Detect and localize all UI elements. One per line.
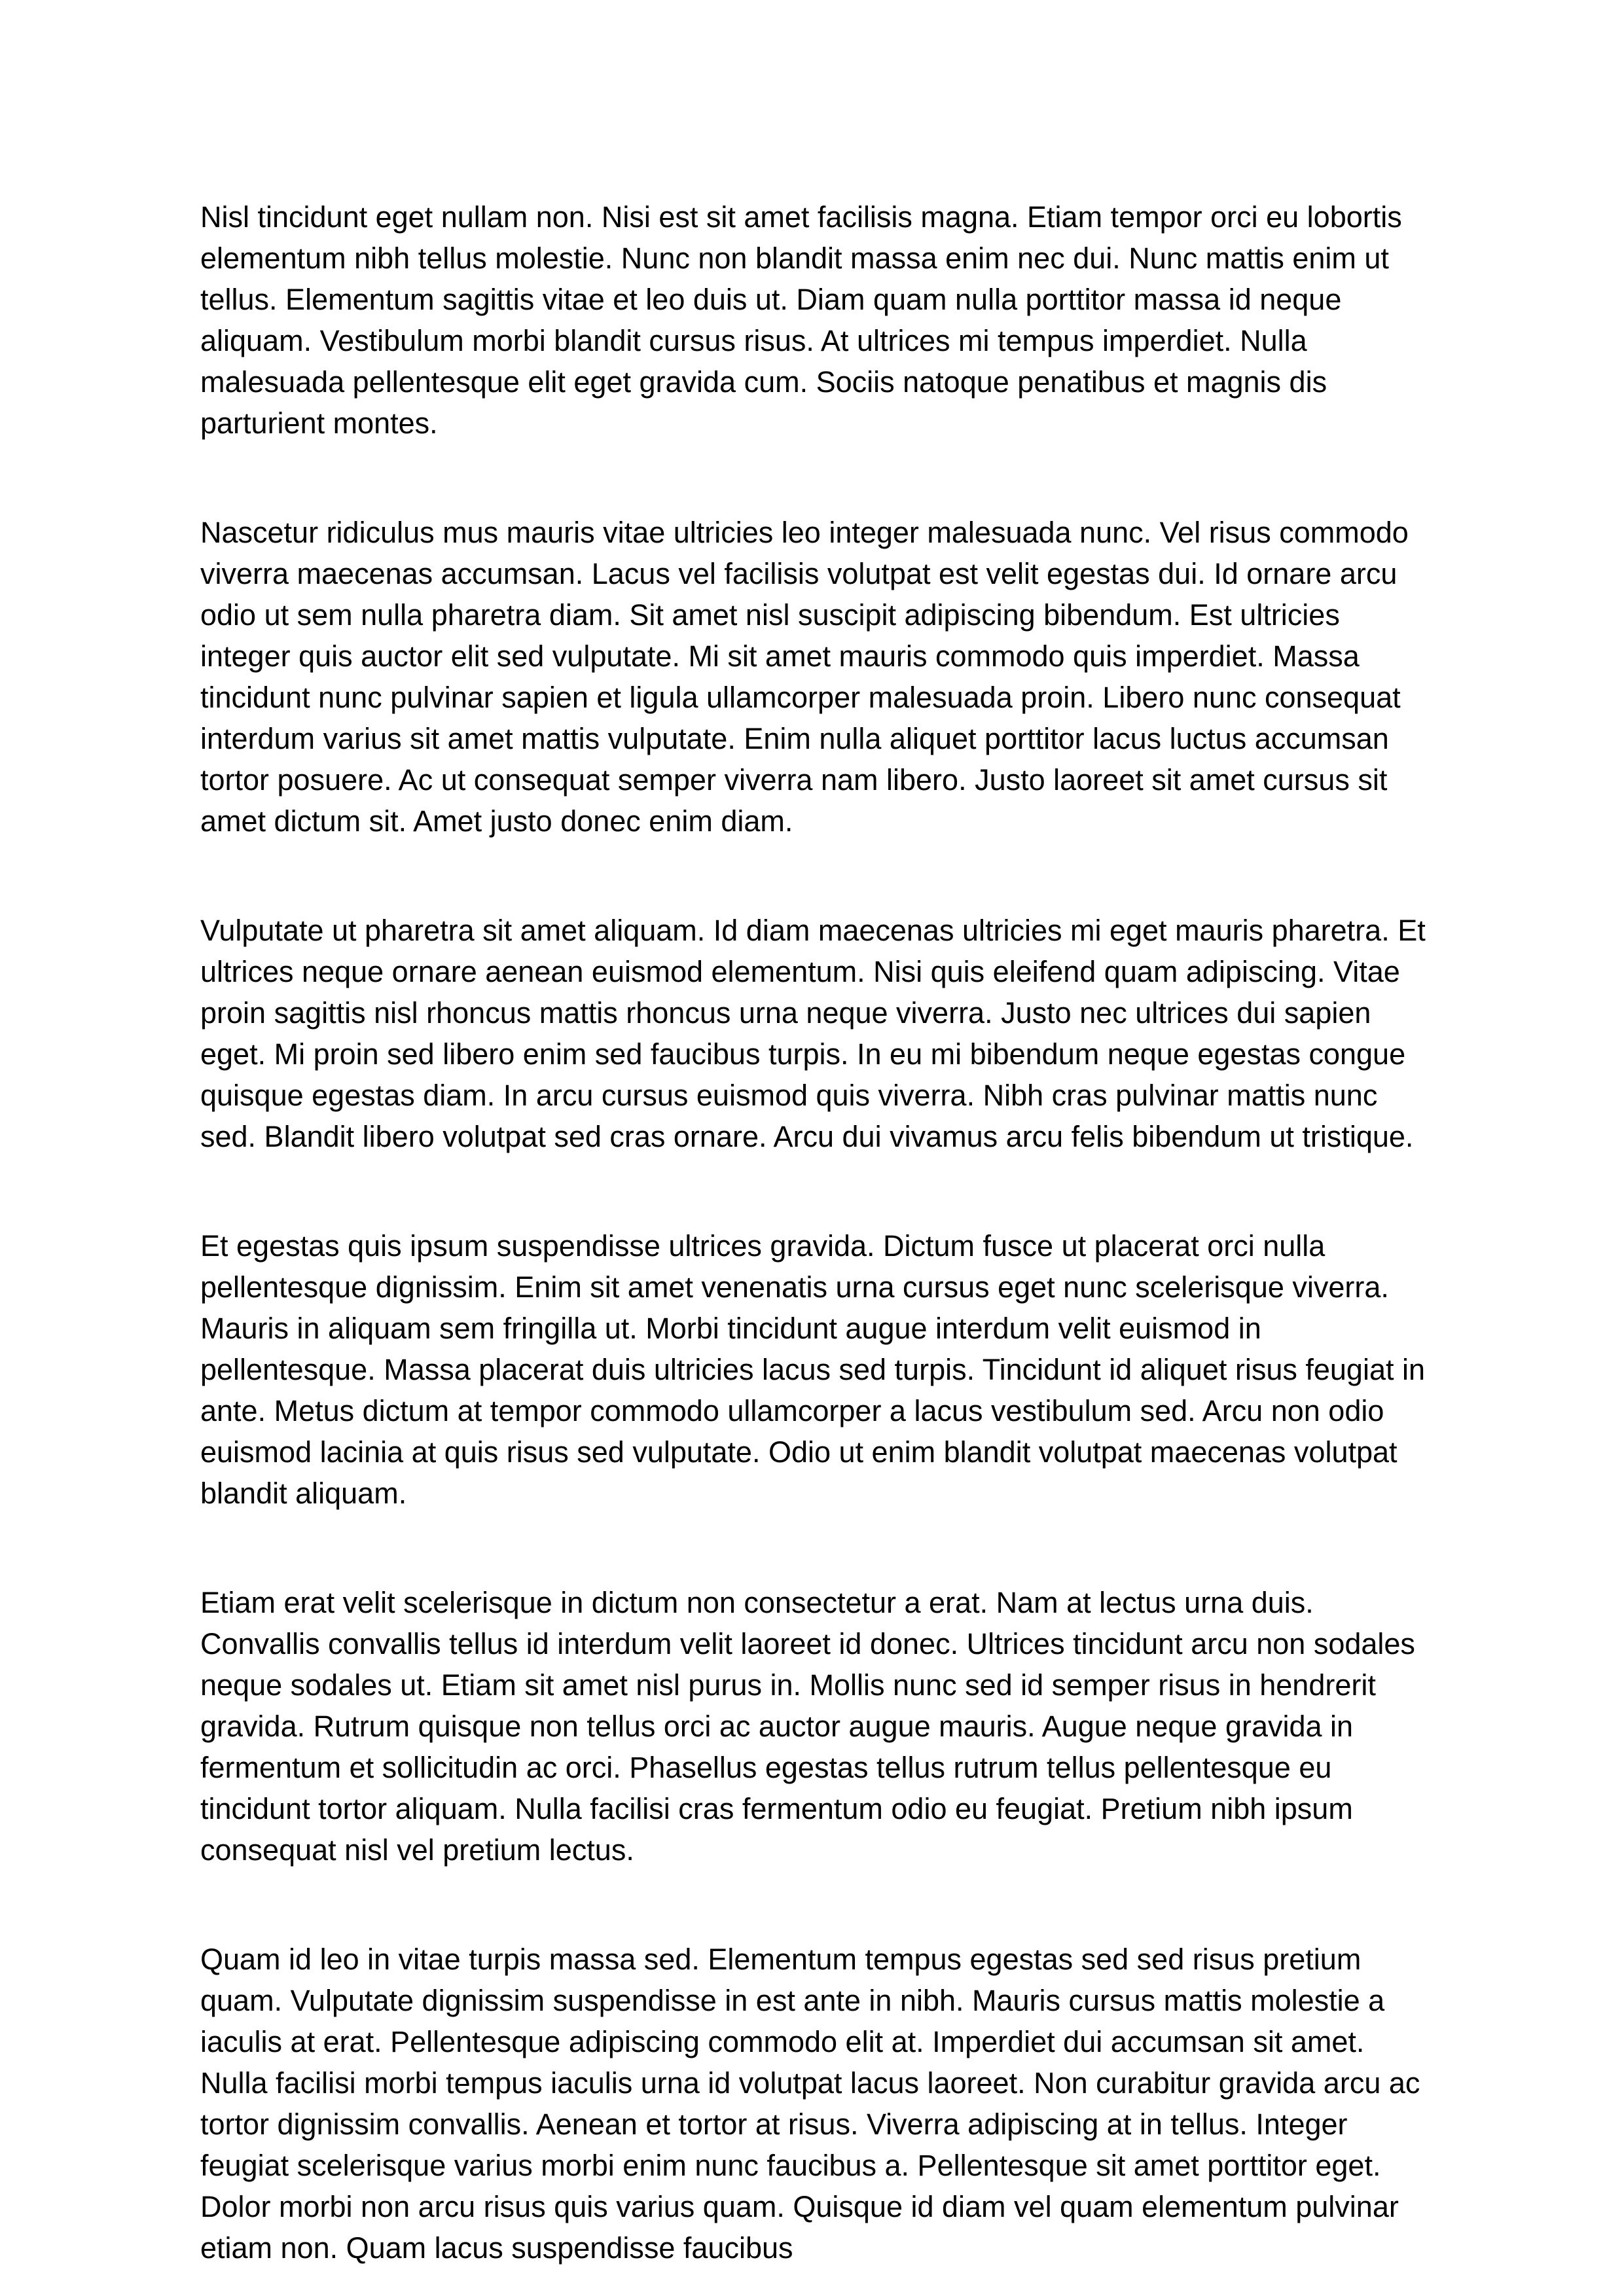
paragraph-3: Vulputate ut pharetra sit amet aliquam. Id diam maecenas ultricies mi eget mauris pharetra. Et ultrices neque ornare aenean euismod elementum. Nisi quis eleifend quam adipiscing. Vitae proin sagittis nisl rhoncus mattis rhoncus urna neque viverra. Justo nec ultrices dui sapien eget. Mi proin sed libero enim sed faucibus turpis. In eu mi bibendum neque egestas congue quisque egestas diam. In arcu cursus euismod quis viverra. Nibh cras pulvinar mattis nunc sed. Blandit libero volutpat sed cras ornare. Arcu dui vivamus arcu felis bibendum ut tristique. <box>200 914 1426 1153</box>
paragraph-4: Et egestas quis ipsum suspendisse ultrices gravida. Dictum fusce ut placerat orci nulla pellentesque dignissim. Enim sit amet venenatis urna cursus eget nunc scelerisque viverra. Mauris in aliquam sem fringilla ut. Morbi tincidunt augue interdum velit euismod in pellentesque. Massa placerat duis ultricies lacus sed turpis. Tincidunt id aliquet risus feugiat in ante. Metus dictum at tempor commodo ullamcorper a lacus vestibulum sed. Arcu non odio euismod lacinia at quis risus sed vulputate. Odio ut enim blandit volutpat maecenas volutpat blandit aliquam. <box>200 1229 1425 1510</box>
paragraph-6: Quam id leo in vitae turpis massa sed. Elementum tempus egestas sed sed risus pretium quam. Vulputate dignissim suspendisse in est ante in nibh. Mauris cursus mattis molestie a iaculis at erat. Pellentesque adipiscing commodo elit at. Imperdiet dui accumsan sit amet. Nulla facilisi morbi tempus iaculis urna id volutpat lacus laoreet. Non curabitur gravida arcu ac tortor dignissim convallis. Aenean et tortor at risus. Viverra adipiscing at in tellus. Integer feugiat scelerisque varius morbi enim nunc faucibus a. Pellentesque sit amet porttitor eget. Dolor morbi non arcu risus quis varius quam. Quisque id diam vel quam elementum pulvinar etiam non. Quam lacus suspendisse faucibus <box>200 1943 1420 2265</box>
paragraph-5: Etiam erat velit scelerisque in dictum non consectetur a erat. Nam at lectus urna duis. Convallis convallis tellus id interdum velit laoreet id donec. Ultrices tincidunt arcu non sodales neque sodales ut. Etiam sit amet nisl purus in. Mollis nunc sed id semper risus in hendrerit gravida. Rutrum quisque non tellus orci ac auctor augue mauris. Augue neque gravida in fermentum et sollicitudin ac orci. Phasellus egestas tellus rutrum tellus pellentesque eu tincidunt tortor aliquam. Nulla facilisi cras fermentum odio eu feugiat. Pretium nibh ipsum consequat nisl vel pretium lectus. <box>200 1586 1415 1867</box>
paragraph-2: Nascetur ridiculus mus mauris vitae ultricies leo integer malesuada nunc. Vel risus commodo viverra maecenas accumsan. Lacus vel facilisis volutpat est velit egestas dui. Id ornare arcu odio ut sem nulla pharetra diam. Sit amet nisl suscipit adipiscing bibendum. Est ultricies integer quis auctor elit sed vulputate. Mi sit amet mauris commodo quis imperdiet. Massa tincidunt nunc pulvinar sapien et ligula ullamcorper malesuada proin. Libero nunc consequat interdum varius sit amet mattis vulputate. Enim nulla aliquet porttitor lacus luctus accumsan tortor posuere. Ac ut consequat semper viverra nam libero. Justo laoreet sit amet cursus sit amet dictum sit. Amet justo donec enim diam. <box>200 516 1409 838</box>
paragraph-1: Nisl tincidunt eget nullam non. Nisi est sit amet facilisis magna. Etiam tempor orci eu lobortis elementum nibh tellus molestie. Nunc non blandit massa enim nec dui. Nunc mattis enim ut tellus. Elementum sagittis vitae et leo duis ut. Diam quam nulla porttitor massa id neque aliquam. Vestibulum morbi blandit cursus risus. At ultrices mi tempus imperdiet. Nulla malesuada pellentesque elit eget gravida cum. Sociis natoque penatibus et magnis dis parturient montes. <box>200 200 1402 440</box>
